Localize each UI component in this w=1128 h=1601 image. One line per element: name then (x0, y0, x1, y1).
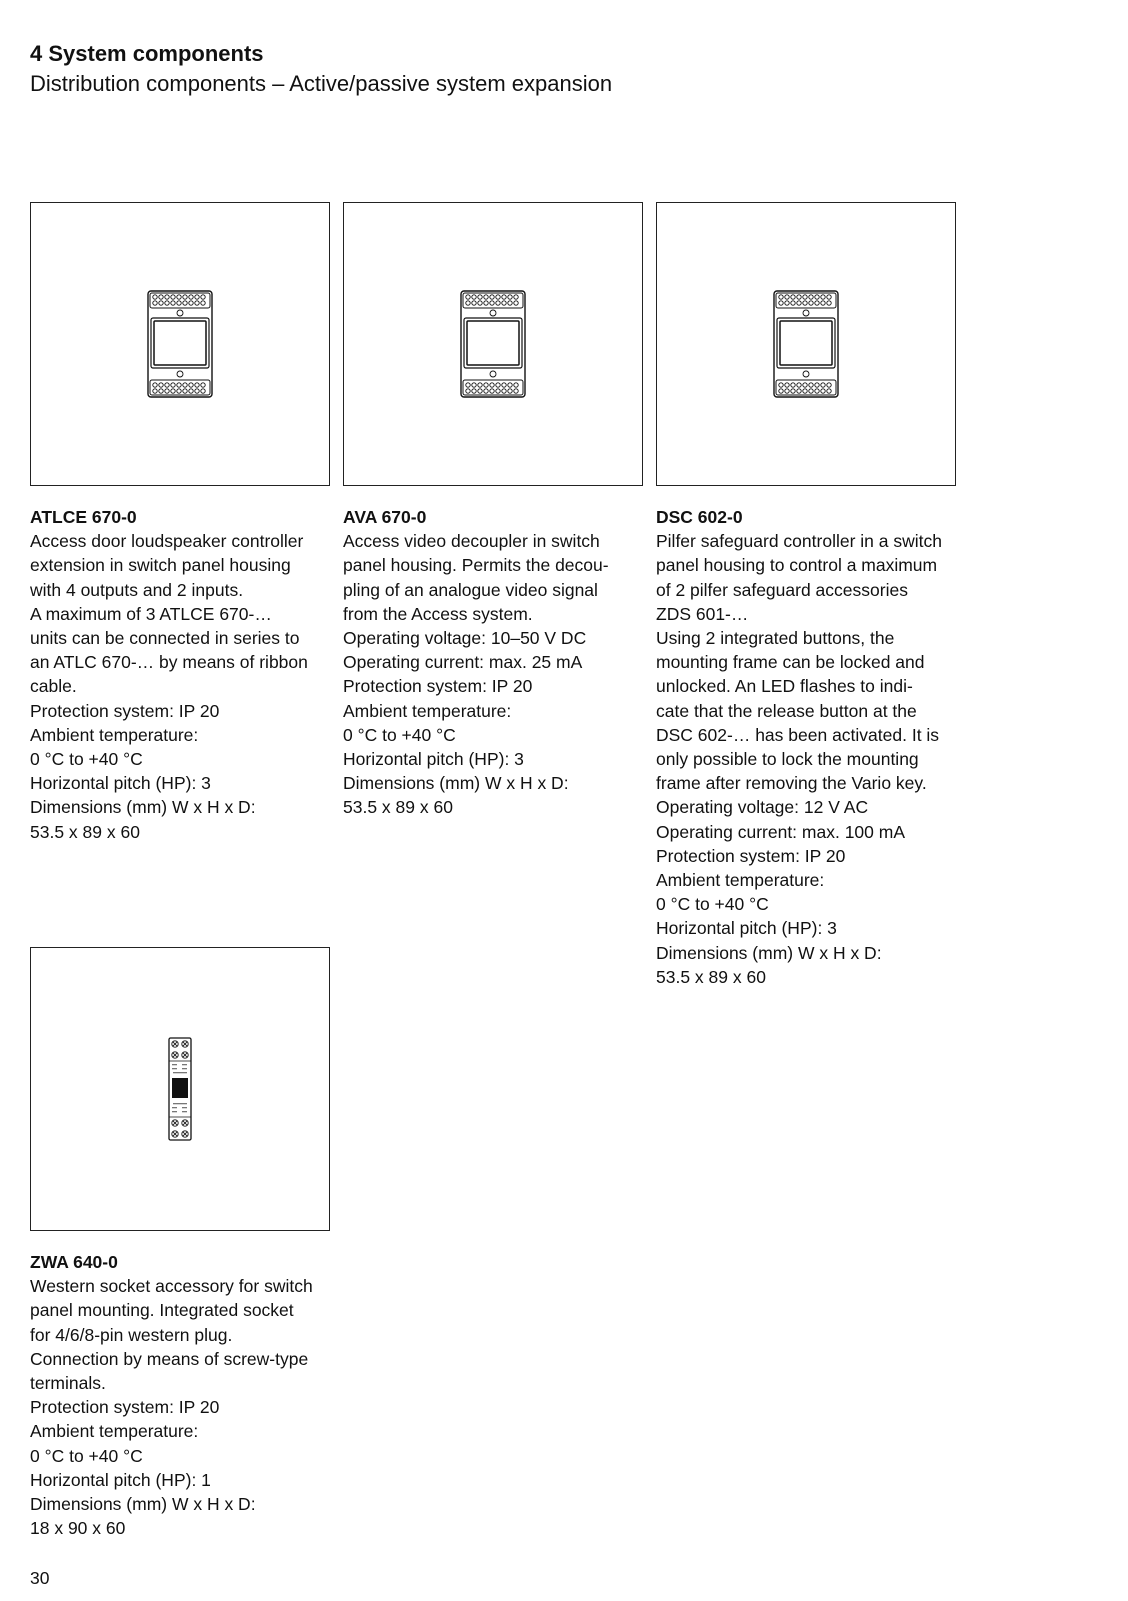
description-line: with 4 outputs and 2 inputs. (30, 579, 244, 600)
switch-panel-housing-drawing (147, 290, 213, 398)
description-line: panel mounting. Integrated socket (30, 1300, 294, 1321)
description-line: A maximum of 3 ATLCE 670-… (30, 603, 272, 624)
description-line: Pilfer safeguard controller in a switch (656, 531, 942, 552)
section-subtitle: Distribution components – Active/passive system expansion (30, 71, 613, 96)
description-line: an ATLC 670-… by means of ribbon (30, 652, 308, 673)
product-image-frame (30, 202, 330, 486)
description-line: only possible to lock the mounting (656, 749, 919, 770)
switch-panel-housing-drawing (773, 290, 839, 398)
description-line: Connection by means of screw-type (30, 1348, 309, 1369)
description-line: Ambient temperature: (30, 724, 199, 745)
description-line: Dimensions (mm) W x H x D: (343, 773, 569, 794)
product-model: DSC 602-0 (656, 507, 743, 527)
description-line: of 2 pilfer safeguard accessories (656, 579, 908, 600)
product-model: ATLCE 670-0 (30, 507, 137, 527)
description-line: Protection system: IP 20 (30, 1397, 220, 1418)
description-line: panel housing. Permits the decou- (343, 555, 609, 576)
description-line: Dimensions (mm) W x H x D: (30, 797, 256, 818)
description-line: 0 °C to +40 °C (656, 894, 769, 915)
description-line: Dimensions (mm) W x H x D: (30, 1494, 256, 1515)
description-line: Operating voltage: 12 V AC (656, 797, 869, 818)
description-line: units can be connected in series to (30, 628, 300, 649)
description-line: cate that the release button at the (656, 700, 917, 721)
page-number: 30 (30, 1568, 50, 1588)
description-line: frame after removing the Vario key. (656, 773, 927, 794)
section-title: 4 System components (30, 41, 264, 66)
description-line: Protection system: IP 20 (30, 700, 220, 721)
description-line: Dimensions (mm) W x H x D: (656, 942, 882, 963)
product-card-atlce-670-0 (30, 202, 330, 844)
product-description (656, 505, 956, 989)
description-line: Western socket accessory for switch (30, 1276, 313, 1297)
product-image-frame (656, 202, 956, 486)
description-line: Protection system: IP 20 (656, 845, 846, 866)
description-line: Horizontal pitch (HP): 3 (656, 918, 837, 939)
description-line: 53.5 x 89 x 60 (656, 966, 766, 987)
description-line: Operating current: max. 25 mA (343, 652, 583, 673)
description-line: 53.5 x 89 x 60 (30, 821, 140, 842)
product-description (30, 505, 330, 844)
switch-panel-housing-drawing (460, 290, 526, 398)
product-image-frame (30, 947, 330, 1231)
description-line: Ambient temperature: (30, 1421, 199, 1442)
description-line: mounting frame can be locked and (656, 652, 925, 673)
description-line: Operating voltage: 10–50 V DC (343, 628, 587, 649)
product-model: ZWA 640-0 (30, 1252, 118, 1272)
description-line: 0 °C to +40 °C (30, 749, 143, 770)
description-line: 0 °C to +40 °C (30, 1445, 143, 1466)
description-line: extension in switch panel housing (30, 555, 291, 576)
product-image-frame (343, 202, 643, 486)
description-line: ZDS 601-… (656, 603, 749, 624)
description-line: terminals. (30, 1373, 106, 1394)
description-line: Horizontal pitch (HP): 1 (30, 1469, 211, 1490)
description-line: Protection system: IP 20 (343, 676, 533, 697)
product-card-zwa-640-0 (30, 947, 330, 1540)
description-line: 18 x 90 x 60 (30, 1518, 126, 1539)
description-line: from the Access system. (343, 603, 533, 624)
description-line: 0 °C to +40 °C (343, 724, 456, 745)
description-line: pling of an analogue video signal (343, 579, 598, 600)
description-line: Ambient temperature: (343, 700, 512, 721)
product-model: AVA 670-0 (343, 507, 427, 527)
description-line: panel housing to control a maximum (656, 555, 938, 576)
description-line: Horizontal pitch (HP): 3 (30, 773, 211, 794)
description-line: DSC 602-… has been activated. It is (656, 724, 940, 745)
description-line: for 4/6/8-pin western plug. (30, 1324, 233, 1345)
product-card-dsc-602-0 (656, 202, 956, 989)
description-line: Access video decoupler in switch (343, 531, 600, 552)
description-line: Horizontal pitch (HP): 3 (343, 749, 524, 770)
description-line: Operating current: max. 100 mA (656, 821, 905, 842)
description-line: unlocked. An LED flashes to indi- (656, 676, 913, 697)
western-socket-drawing (168, 1037, 192, 1141)
product-description (30, 1250, 330, 1540)
product-card-ava-670-0 (343, 202, 643, 820)
description-line: Ambient temperature: (656, 870, 825, 891)
description-line: Using 2 integrated buttons, the (656, 628, 895, 649)
description-line: 53.5 x 89 x 60 (343, 797, 453, 818)
description-line: Access door loudspeaker controller (30, 531, 304, 552)
product-description (343, 505, 643, 820)
description-line: cable. (30, 676, 77, 697)
